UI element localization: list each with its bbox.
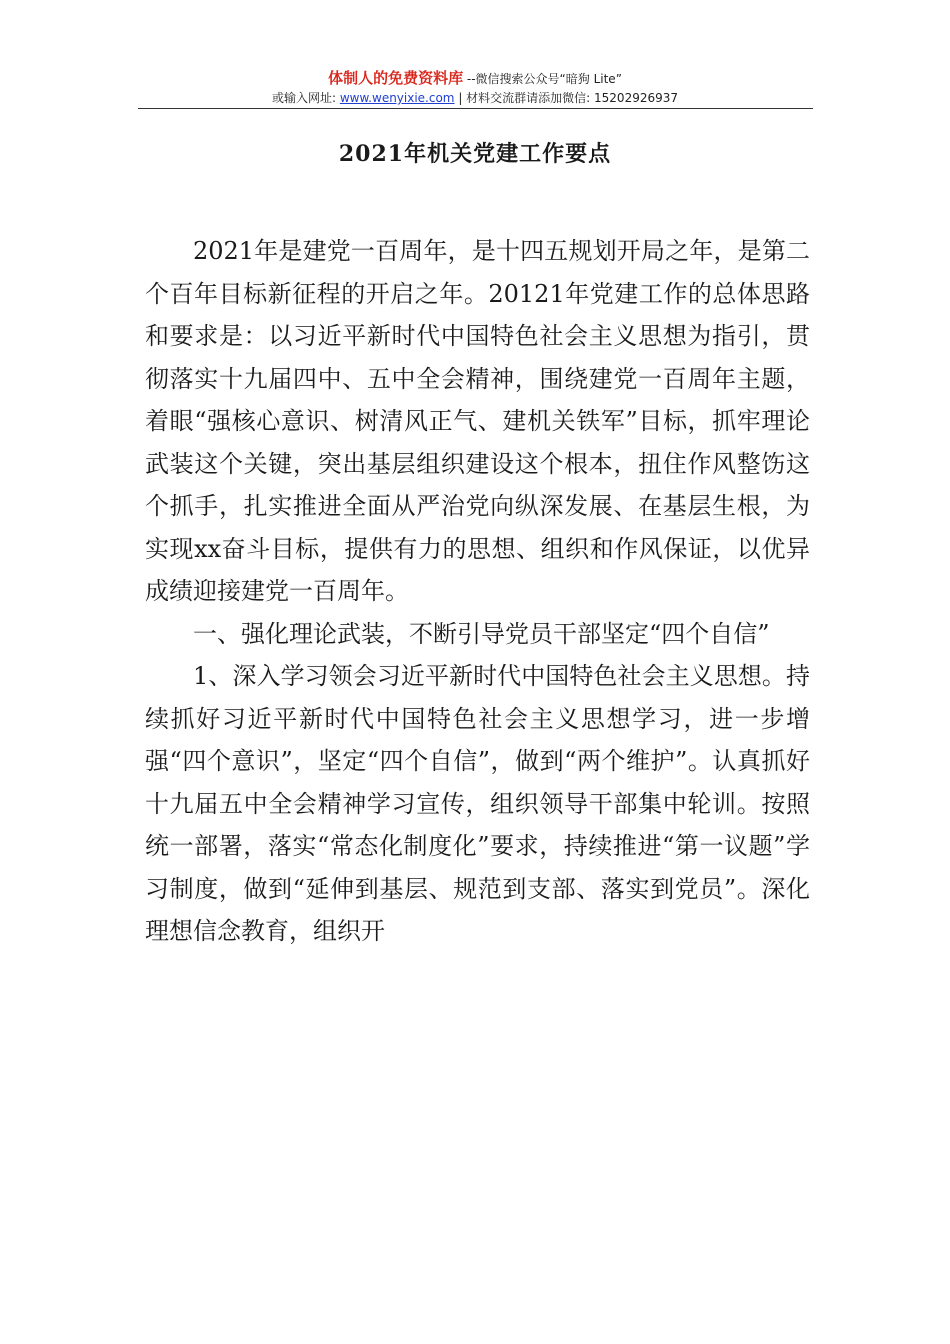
document-body	[145, 230, 810, 953]
url-label: 或输入网址:	[271, 91, 340, 105]
page-header	[0, 68, 950, 107]
header-line-brand	[0, 68, 950, 89]
paragraph-intro: 2021年是建党一百周年，是十四五规划开局之年，是第二个百年目标新征程的开启之年。20121年党建工作的总体思路和要求是：以习近平新时代中国特色社会主义思想为指引，贯彻落实十九届四中、五中全会精神，围绕建党一百周年主题，着眼“强核心意识、树清风正气、建机关铁军”目标，抓牢理论武装这个关键，突出基层组织建设这个根本，扭住作风整饬这个抓手，扎实推进全面从严治党向纵深发展、在基层生根，为实现xx奋斗目标，提供有力的思想、组织和作风保证，以优异成绩迎接建党一百周年。	[145, 237, 810, 605]
wechat-note: --微信搜索公众号“暗狗 Lite”	[463, 72, 622, 86]
website-link[interactable]: www.wenyixie.com	[339, 91, 455, 105]
brand-name: 体制人的免费资料库	[328, 69, 464, 87]
header-divider	[138, 108, 813, 109]
document-title: 2021年机关党建工作要点	[338, 141, 612, 167]
paragraph-item-1: 1、深入学习领会习近平新时代中国特色社会主义思想。持续抓好习近平新时代中国特色社会主义思想学习，进一步增强“四个意识”，坚定“四个自信”，做到“两个维护”。认真抓好十九届五中全会精神学习宣传，组织领导干部集中轮训。按照统一部署，落实“常态化制度化”要求，持续推进“第一议题”学习制度，做到“延伸到基层、规范到支部、落实到党员”。深化理想信念教育，组织开	[145, 662, 810, 945]
header-line-contact	[0, 89, 950, 107]
contact-info: | 材料交流群请添加微信: 15202926937	[454, 91, 679, 105]
paragraph-section-heading: 一、强化理论武装，不断引导党员干部坚定“四个自信”	[193, 619, 770, 648]
